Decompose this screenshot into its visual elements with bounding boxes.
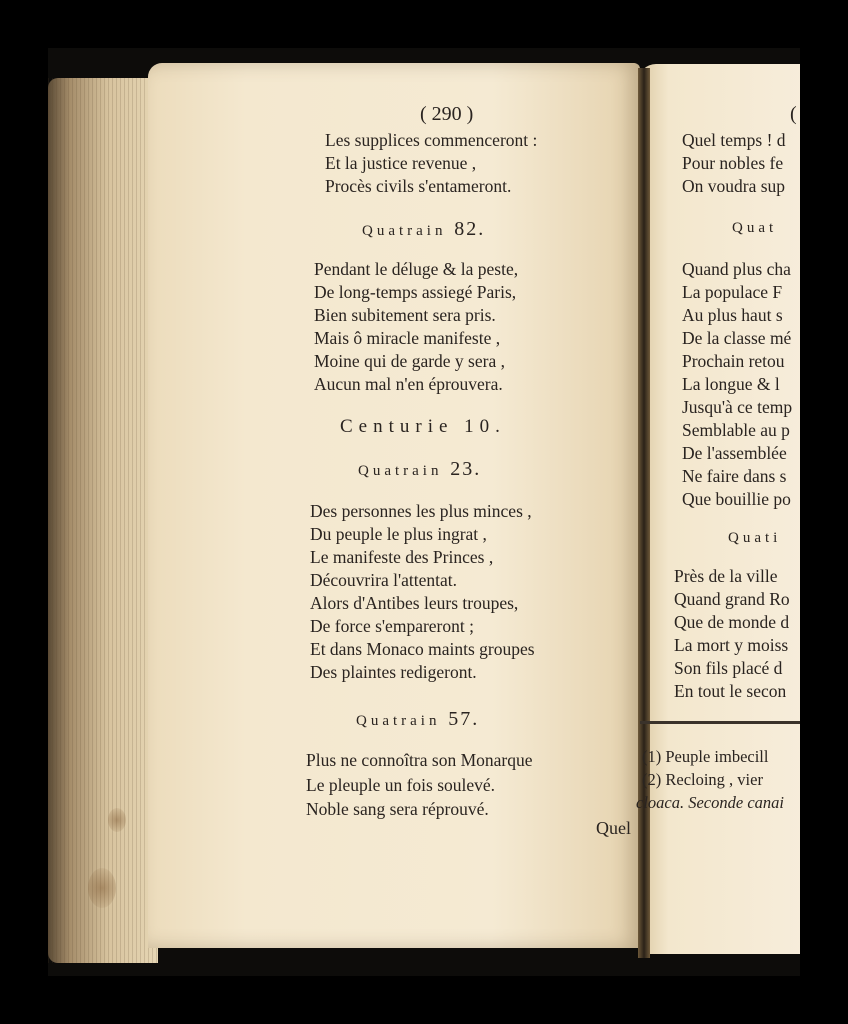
- text-line: Le manifeste des Princes ,: [310, 547, 494, 567]
- book-gutter: [638, 68, 650, 958]
- quatrain-heading: Quatrain 23.: [358, 458, 482, 480]
- text-line: De l'assemblée: [682, 443, 787, 463]
- text-line: En tout le secon: [674, 681, 787, 701]
- footnote: (1) Peuple imbecill: [642, 747, 769, 766]
- text-line: Pour nobles fe: [682, 153, 784, 173]
- page-edges: [48, 78, 158, 963]
- text-line: La mort y moiss: [674, 635, 789, 655]
- text-line: Plus ne connoîtra son Monarque: [306, 750, 533, 770]
- page-number-fragment: (: [790, 103, 797, 125]
- text-line: Moine qui de garde y sera ,: [314, 351, 505, 371]
- foxing-stain: [88, 868, 116, 908]
- centurie-heading: Centurie 10.: [340, 416, 506, 437]
- text-line: Des personnes les plus minces ,: [310, 501, 532, 521]
- text-line: De long-temps assiegé Paris,: [314, 282, 517, 302]
- quatrain-heading: Quat: [732, 220, 778, 236]
- text-line: On voudra sup: [682, 176, 786, 196]
- footnote: cloaca. Seconde canai: [636, 793, 784, 812]
- text-line: La longue & l: [682, 374, 780, 394]
- page-number: ( 290 ): [420, 103, 474, 125]
- text-line: Son fils placé d: [674, 658, 783, 678]
- text-line: Pendant le déluge & la peste,: [314, 259, 519, 279]
- text-line: Le pleuple un fois soulevé.: [306, 775, 496, 795]
- quatrain-heading: Quati: [728, 530, 782, 546]
- text-line: Les supplices commenceront :: [325, 130, 538, 150]
- text-line: Quand grand Ro: [674, 589, 790, 609]
- text-line: Quand plus cha: [682, 259, 791, 279]
- text-line: De la classe mé: [682, 328, 792, 348]
- text-line: Que de monde d: [674, 612, 790, 632]
- text-line: Noble sang sera réprouvé.: [306, 799, 489, 819]
- quatrain-heading: Quatrain 82.: [362, 218, 486, 240]
- text-line: Aucun mal n'en éprouvera.: [314, 374, 503, 394]
- text-line: Semblable au p: [682, 420, 790, 440]
- text-line: Au plus haut s: [682, 305, 783, 325]
- text-line: Et la justice revenue ,: [325, 153, 477, 173]
- text-line: La populace F: [682, 282, 783, 302]
- text-line: Que bouillie po: [682, 489, 791, 509]
- text-line: Près de la ville: [674, 566, 778, 586]
- text-line: Jusqu'à ce temp: [682, 397, 793, 417]
- text-line: Procès civils s'entameront.: [325, 176, 512, 196]
- text-line: Mais ô miracle manifeste ,: [314, 328, 501, 348]
- text-line: Quel temps ! d: [682, 130, 786, 150]
- book-photo: [48, 48, 800, 976]
- text-line: Bien subitement sera pris.: [314, 305, 496, 325]
- text-line: Prochain retou: [682, 351, 785, 371]
- right-page: [638, 64, 800, 954]
- text-line: Alors d'Antibes leurs troupes,: [310, 593, 519, 613]
- text-line: De force s'empareront ;: [310, 616, 474, 636]
- text-line: Et dans Monaco maints groupes: [310, 639, 535, 659]
- footnote: (2) Recloing , vier: [642, 770, 763, 789]
- quatrain-heading: Quatrain 57.: [356, 708, 480, 730]
- text-line: Du peuple le plus ingrat ,: [310, 524, 487, 544]
- text-line: Ne faire dans s: [682, 466, 787, 486]
- catchword: Quel: [596, 818, 631, 838]
- footnote-rule: [640, 721, 800, 724]
- foxing-stain: [108, 808, 126, 832]
- text-line: Des plaintes redigeront.: [310, 662, 477, 682]
- text-line: Découvrira l'attentat.: [310, 570, 457, 590]
